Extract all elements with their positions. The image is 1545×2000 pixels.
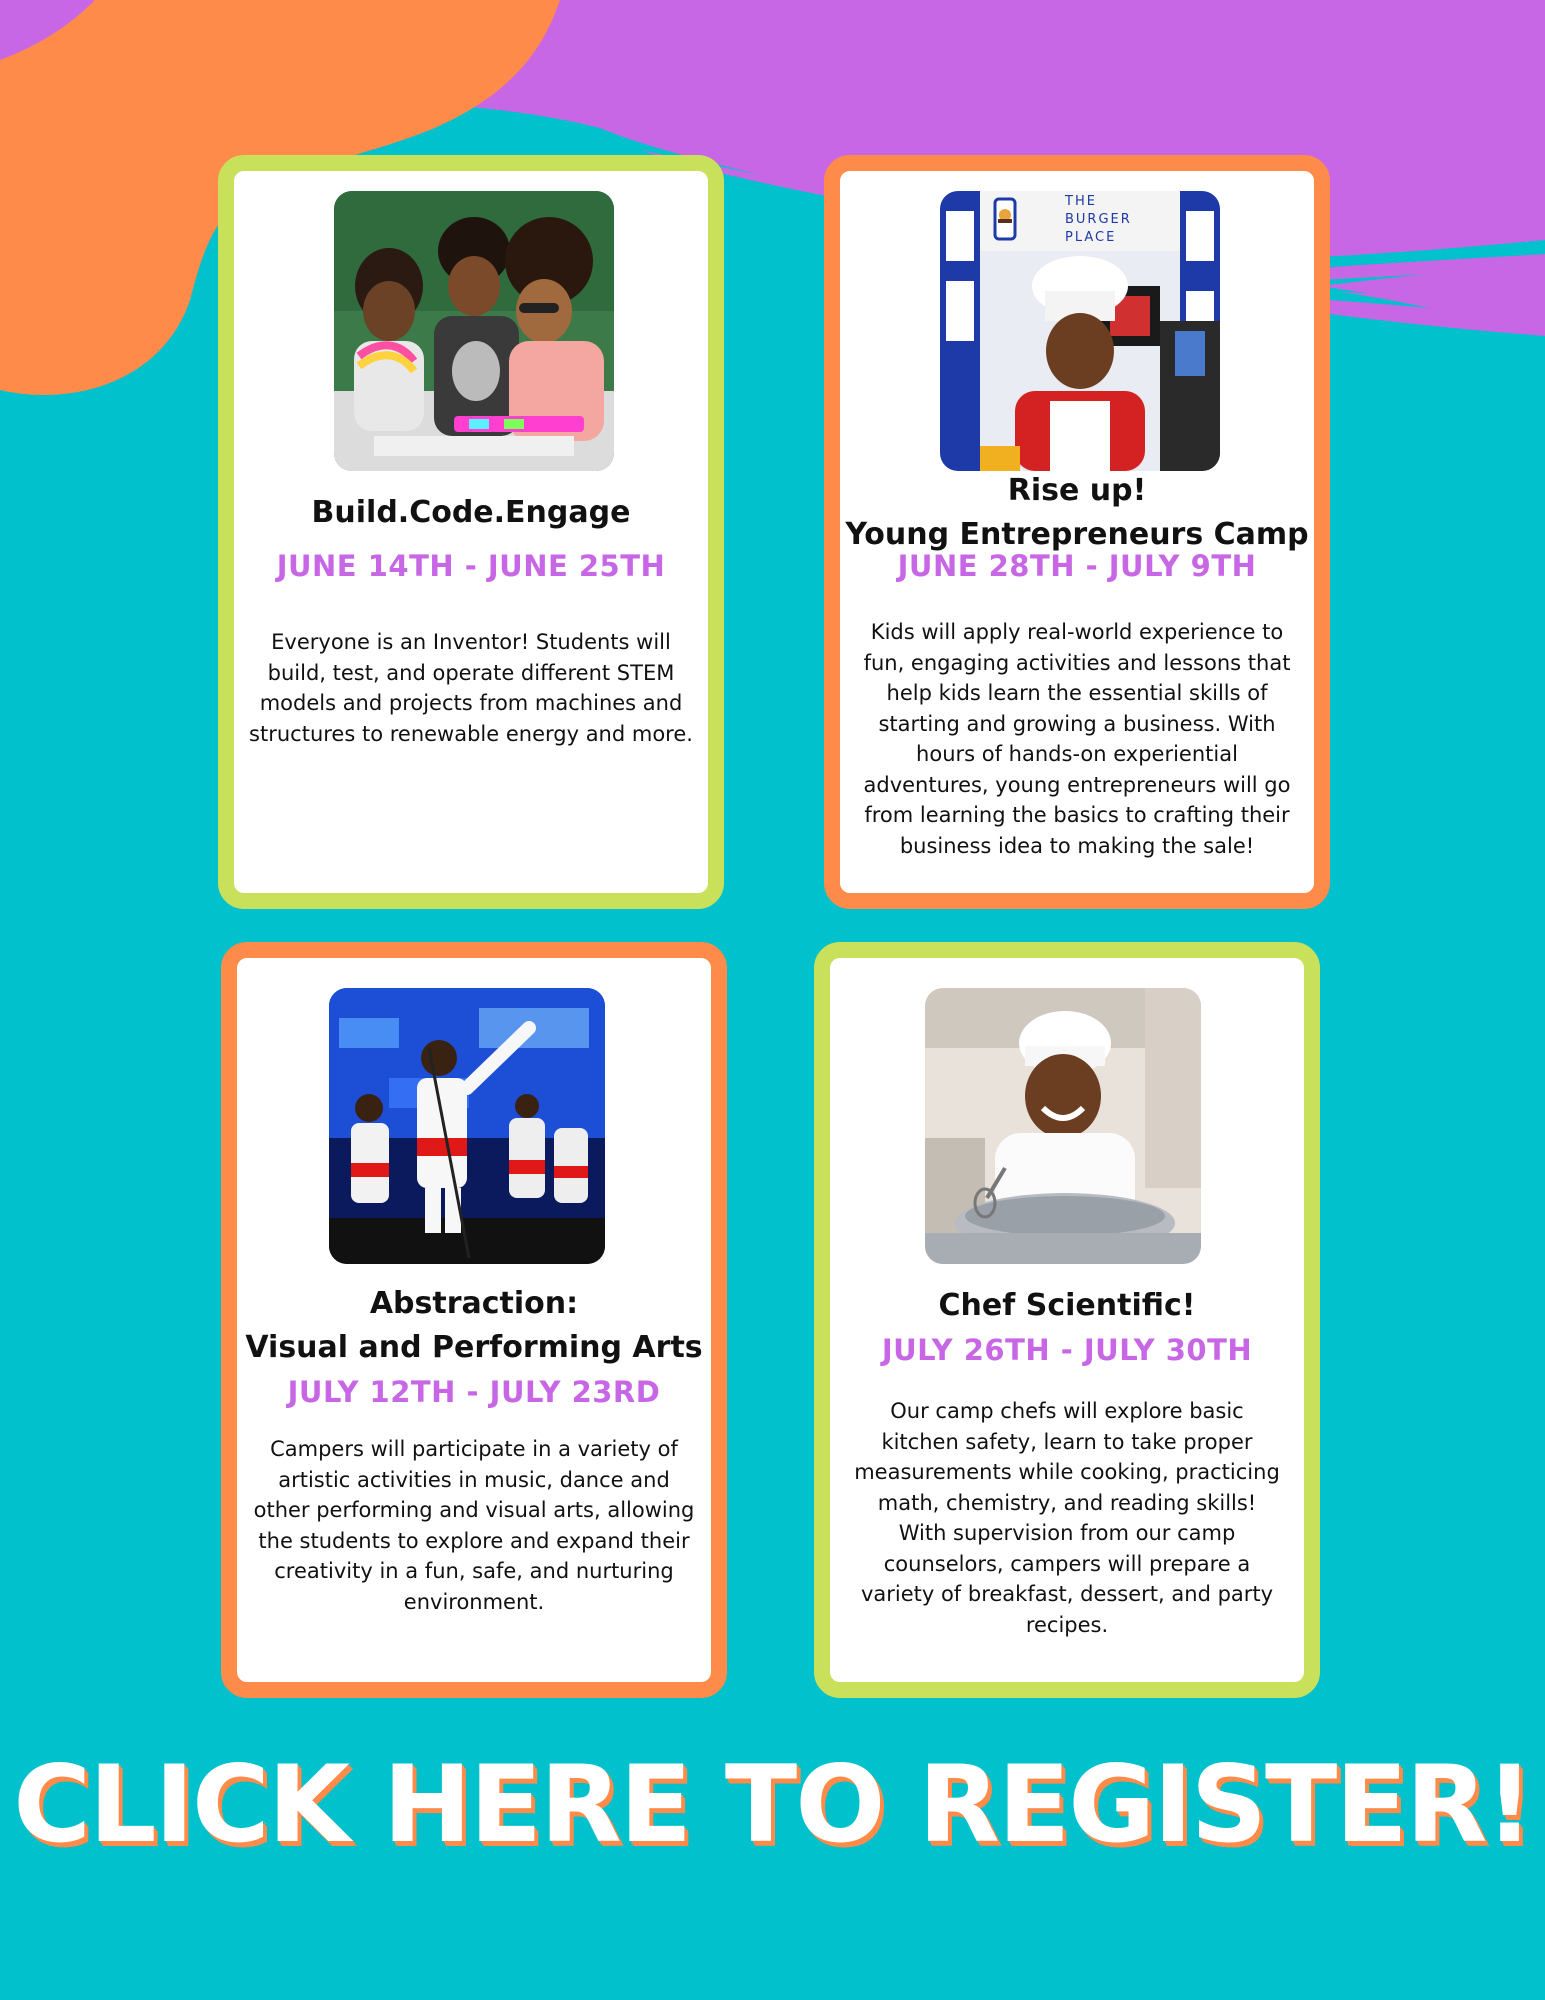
camp-description: Campers will participate in a variety of artistic activities in music, dance and other performing and visual arts, allowing the students to explore and expand their creativity in a fun, safe, and nurturing environment.	[253, 1437, 695, 1614]
camp-dates: JUNE 14TH - JUNE 25TH	[276, 549, 666, 583]
camp-card-chef-scientific	[814, 942, 1320, 1698]
sign-line: PLACE	[1065, 230, 1117, 245]
camp-dates: JULY 26TH - JULY 30TH	[881, 1333, 1253, 1367]
young-chef-burger-stand-photo	[940, 191, 1220, 471]
camp-description: Everyone is an Inventor! Students will build, test, and operate different STEM models and projects from machines and structures to renewable energy and more.	[249, 630, 693, 746]
camp-title-line-1: Abstraction:	[369, 1286, 579, 1321]
camp-title-line-1: Rise up!	[1007, 473, 1147, 508]
sign-line: THE	[1065, 194, 1097, 209]
camp-description: Kids will apply real-world experience to fun, engaging activities and lessons that help kids learn the essential skills of starting and growing a business. With hours of hands-on experiential adventures, young entrepreneurs will go from learning the basics to crafting their business idea to making the sale!	[863, 620, 1291, 858]
camp-dates: JULY 12TH - JULY 23RD	[287, 1375, 661, 1409]
camp-card-young-entrepreneurs	[824, 155, 1330, 909]
camp-dates: JUNE 28TH - JULY 9TH	[897, 549, 1257, 583]
camp-description: Our camp chefs will explore basic kitchen safety, learn to take proper measurements while cooking, practicing math, chemistry, and reading skills! With supervision from our camp counselors, campers will prepare a variety of breakfast, dessert, and party recipes.	[854, 1399, 1280, 1637]
stage-performers-photo	[329, 988, 605, 1264]
sign-line: BURGER	[1065, 212, 1132, 227]
child-chef-mixing-photo	[925, 988, 1201, 1264]
kids-building-stem-photo	[334, 191, 614, 471]
register-button[interactable]: CLICK HERE TO REGISTER!	[13, 1743, 1532, 1866]
camp-card-visual-performing-arts	[221, 942, 727, 1698]
camp-title-line-2: Visual and Performing Arts	[245, 1330, 703, 1365]
camp-title-line-2: Young Entrepreneurs Camp	[845, 517, 1309, 552]
camp-title: Build.Code.Engage	[311, 495, 631, 530]
camp-card-build-code-engage	[218, 155, 724, 909]
camp-title: Chef Scientific!	[938, 1288, 1196, 1323]
